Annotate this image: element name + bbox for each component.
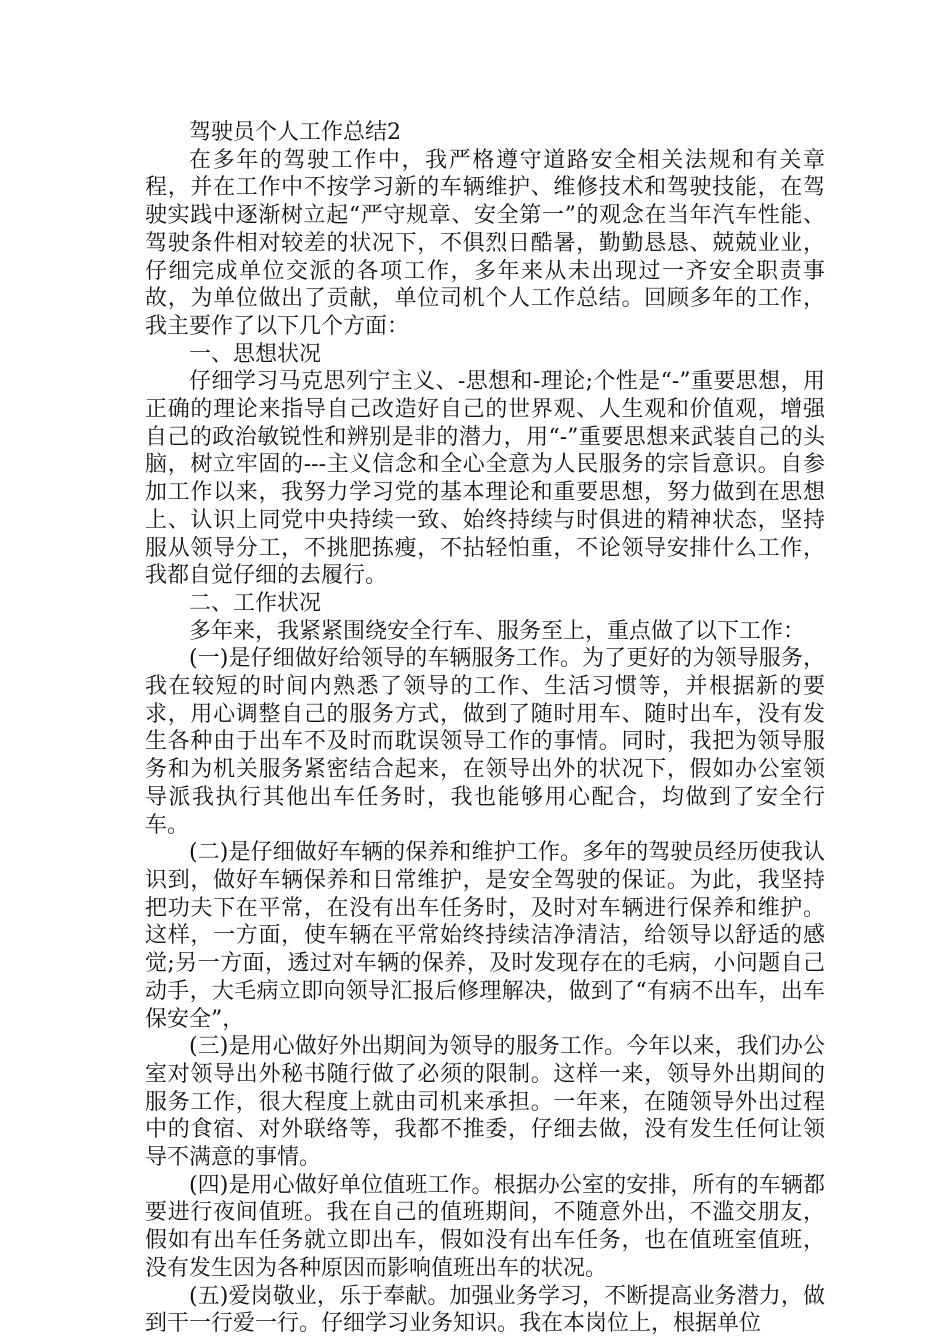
paragraph-intro: 在多年的驾驶工作中，我严格遵守道路安全相关法规和有关章程，并在工作中不按学习新的车辆维护、维修技术和驾驶技能，在驾驶实践中逐渐树立起“严守规章、安全第一”的观念在当年汽车性能、驾驶条件相对较差的状况下，不俱烈日酷暑，勤勤恳恳、兢兢业业，仔细完成单位交派的各项工作，多年来从未出现过一齐安全职责事故，为单位做出了贡献，单位司机个人工作总结。回顾多年的工作，我主要作了以下几个方面：	[145, 147, 825, 339]
document-body	[145, 119, 825, 1338]
document-title: 驾驶员个人工作总结2	[189, 120, 401, 145]
section-heading-thought: 一、思想状况	[189, 341, 322, 367]
paragraph-item-3: (三)是用心做好外出期间为领导的服务工作。今年以来，我们办公室对领导出外秘书随行做了必须的限制。这样一来，领导外出期间的服务工作，很大程度上就由司机来承担。一年来，在随领导外出过程中的食宿、对外联络等，我都不推委，仔细去做，没有发生任何让领导不满意的事情。	[145, 1034, 825, 1171]
section-heading-work: 二、工作状况	[189, 590, 322, 616]
paragraph-item-1: (一)是仔细做好给领导的车辆服务工作。为了更好的为领导服务，我在较短的时间内熟悉了领导的工作、生活习惯等，并根据新的要求，用心调整自己的服务方式，做到了随时用车、随时出车，没有发生各种由于出车不及时而耽误领导工作的事情。同时，我把为领导服务和为机关服务紧密结合起来，在领导出外的状况下，假如办公室领导派我执行其他出车任务时，我也能够用心配合，均做到了安全行车。	[145, 646, 825, 838]
paragraph-thought: 仔细学习马克思列宁主义、-思想和-理论;个性是“-”重要思想，用正确的理论来指导自己改造好自己的世界观、人生观和价值观，增强自己的政治敏锐性和辨别是非的潜力，用“-”重要思想来武装自己的头脑，树立牢固的---主义信念和全心全意为人民服务的宗旨意识。自参加工作以来，我努力学习党的基本理论和重要思想，努力做到在思想上、认识上同党中央持续一致、始终持续与时俱进的精神状态，坚持服从领导分工，不挑肥拣瘦，不拈轻怕重，不论领导安排什么工作，我都自觉仔细的去履行。	[145, 369, 825, 589]
paragraph-work-summary: 多年来，我紧紧围绕安全行车、服务至上，重点做了以下工作：	[189, 618, 806, 644]
paragraph-item-2: (二)是仔细做好车辆的保养和维护工作。多年的驾驶员经历使我认识到，做好车辆保养和日常维护，是安全驾驶的保证。为此，我坚持把功夫下在平常，在没有出车任务时，及时对车辆进行保养和维护。这样，一方面，使车辆在平常始终持续洁净清洁，给领导以舒适的感觉;另一方面，透过对车辆的保养，及时发现存在的毛病，小问题自己动手，大毛病立即向领导汇报后修理解决，做到了“有病不出车，出车保安全”，	[145, 840, 825, 1032]
paragraph-item-4: (四)是用心做好单位值班工作。根据办公室的安排，所有的车辆都要进行夜间值班。我在自己的值班期间，不随意外出，不滥交朋友，假如有出车任务就立即出车，假如没有出车任务，也在值班室值班，没有发生因为各种原因而影响值班出车的状况。	[145, 1172, 825, 1281]
paragraph-item-5: (五)爱岗敬业，乐于奉献。加强业务学习，不断提高业务潜力，做到干一行爱一行。仔细学习业务知识。我在本岗位上，根据单位	[145, 1283, 825, 1337]
